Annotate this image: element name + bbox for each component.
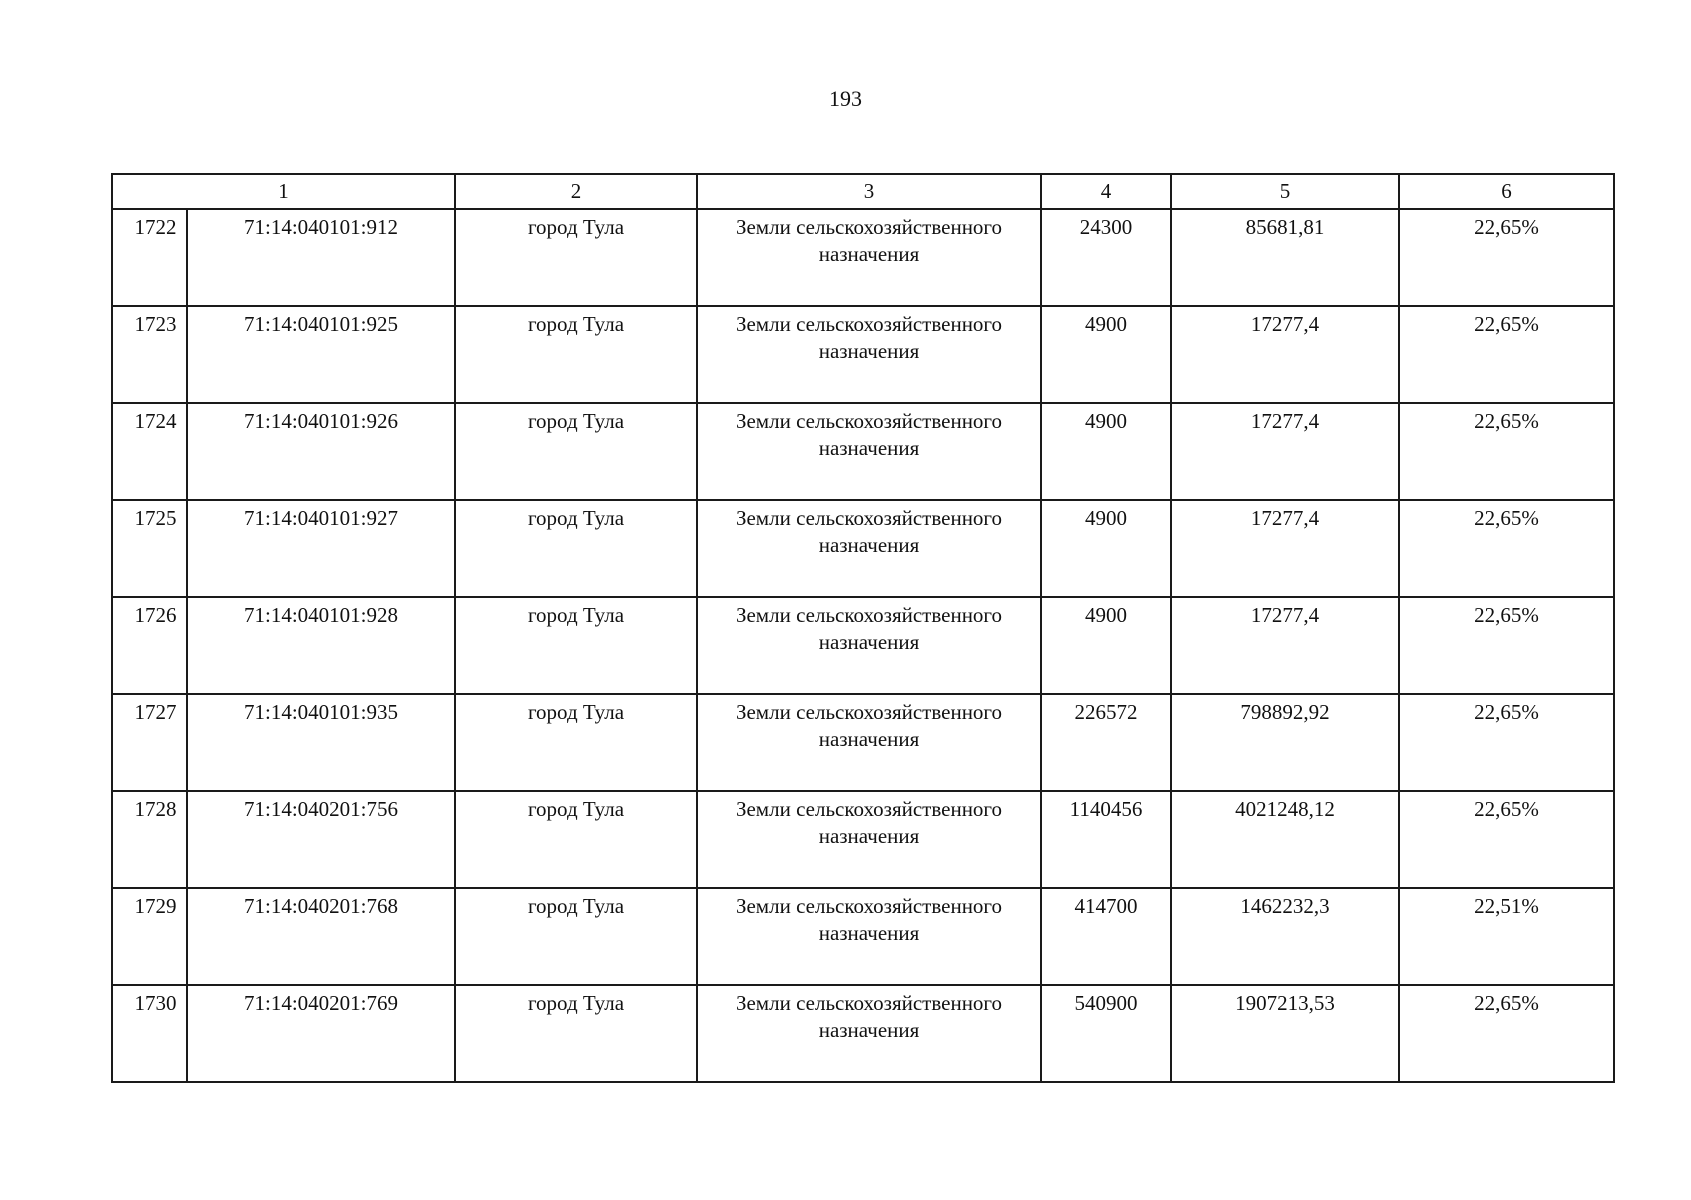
location-cell: город Тула xyxy=(455,306,697,403)
row-number-cell: 1726 xyxy=(112,597,187,694)
area-cell: 4900 xyxy=(1041,500,1171,597)
location-cell: город Тула xyxy=(455,403,697,500)
land-category-cell: Земли сельскохозяйственного назначения xyxy=(697,985,1041,1082)
header-cell: 5 xyxy=(1171,174,1399,209)
cadastral-value-cell: 17277,4 xyxy=(1171,403,1399,500)
rate-cell: 22,65% xyxy=(1399,694,1614,791)
table-row xyxy=(112,791,1614,888)
row-number-cell: 1723 xyxy=(112,306,187,403)
row-number-cell: 1722 xyxy=(112,209,187,306)
cadastral-number-cell: 71:14:040101:927 xyxy=(187,500,455,597)
cadastral-value-cell: 85681,81 xyxy=(1171,209,1399,306)
land-category-cell: Земли сельскохозяйственного назначения xyxy=(697,694,1041,791)
table-row xyxy=(112,209,1614,306)
area-cell: 540900 xyxy=(1041,985,1171,1082)
land-table xyxy=(111,173,1615,1083)
location-cell: город Тула xyxy=(455,209,697,306)
land-category-cell: Земли сельскохозяйственного назначения xyxy=(697,791,1041,888)
row-number-cell: 1724 xyxy=(112,403,187,500)
cadastral-value-cell: 1907213,53 xyxy=(1171,985,1399,1082)
cadastral-number-cell: 71:14:040101:926 xyxy=(187,403,455,500)
table-row xyxy=(112,985,1614,1082)
cadastral-value-cell: 4021248,12 xyxy=(1171,791,1399,888)
row-number-cell: 1730 xyxy=(112,985,187,1082)
cadastral-value-cell: 17277,4 xyxy=(1171,500,1399,597)
cadastral-number-cell: 71:14:040101:935 xyxy=(187,694,455,791)
cadastral-value-cell: 17277,4 xyxy=(1171,306,1399,403)
area-cell: 4900 xyxy=(1041,403,1171,500)
land-category-cell: Земли сельскохозяйственного назначения xyxy=(697,597,1041,694)
rate-cell: 22,65% xyxy=(1399,500,1614,597)
table-row xyxy=(112,306,1614,403)
cadastral-number-cell: 71:14:040201:769 xyxy=(187,985,455,1082)
header-cell: 1 xyxy=(112,174,455,209)
area-cell: 4900 xyxy=(1041,597,1171,694)
header-cell: 3 xyxy=(697,174,1041,209)
row-number-cell: 1728 xyxy=(112,791,187,888)
table-row xyxy=(112,694,1614,791)
location-cell: город Тула xyxy=(455,694,697,791)
cadastral-number-cell: 71:14:040101:928 xyxy=(187,597,455,694)
header-cell: 6 xyxy=(1399,174,1614,209)
rate-cell: 22,65% xyxy=(1399,985,1614,1082)
table-row xyxy=(112,888,1614,985)
row-number-cell: 1725 xyxy=(112,500,187,597)
location-cell: город Тула xyxy=(455,597,697,694)
land-category-cell: Земли сельскохозяйственного назначения xyxy=(697,403,1041,500)
rate-cell: 22,51% xyxy=(1399,888,1614,985)
land-category-cell: Земли сельскохозяйственного назначения xyxy=(697,500,1041,597)
table-row xyxy=(112,500,1614,597)
cadastral-number-cell: 71:14:040101:912 xyxy=(187,209,455,306)
row-number-cell: 1729 xyxy=(112,888,187,985)
location-cell: город Тула xyxy=(455,500,697,597)
header-cell: 4 xyxy=(1041,174,1171,209)
header-cell: 2 xyxy=(455,174,697,209)
page-number: 193 xyxy=(829,86,862,111)
land-category-cell: Земли сельскохозяйственного назначения xyxy=(697,888,1041,985)
area-cell: 24300 xyxy=(1041,209,1171,306)
rate-cell: 22,65% xyxy=(1399,306,1614,403)
cadastral-number-cell: 71:14:040101:925 xyxy=(187,306,455,403)
location-cell: город Тула xyxy=(455,791,697,888)
table-row xyxy=(112,403,1614,500)
table-row xyxy=(112,597,1614,694)
row-number-cell: 1727 xyxy=(112,694,187,791)
rate-cell: 22,65% xyxy=(1399,209,1614,306)
land-category-cell: Земли сельскохозяйственного назначения xyxy=(697,209,1041,306)
rate-cell: 22,65% xyxy=(1399,791,1614,888)
cadastral-value-cell: 798892,92 xyxy=(1171,694,1399,791)
rate-cell: 22,65% xyxy=(1399,597,1614,694)
location-cell: город Тула xyxy=(455,985,697,1082)
cadastral-value-cell: 17277,4 xyxy=(1171,597,1399,694)
cadastral-number-cell: 71:14:040201:756 xyxy=(187,791,455,888)
rate-cell: 22,65% xyxy=(1399,403,1614,500)
cadastral-number-cell: 71:14:040201:768 xyxy=(187,888,455,985)
area-cell: 4900 xyxy=(1041,306,1171,403)
table-header-row xyxy=(112,174,1614,209)
cadastral-value-cell: 1462232,3 xyxy=(1171,888,1399,985)
area-cell: 1140456 xyxy=(1041,791,1171,888)
area-cell: 414700 xyxy=(1041,888,1171,985)
location-cell: город Тула xyxy=(455,888,697,985)
area-cell: 226572 xyxy=(1041,694,1171,791)
land-category-cell: Земли сельскохозяйственного назначения xyxy=(697,306,1041,403)
